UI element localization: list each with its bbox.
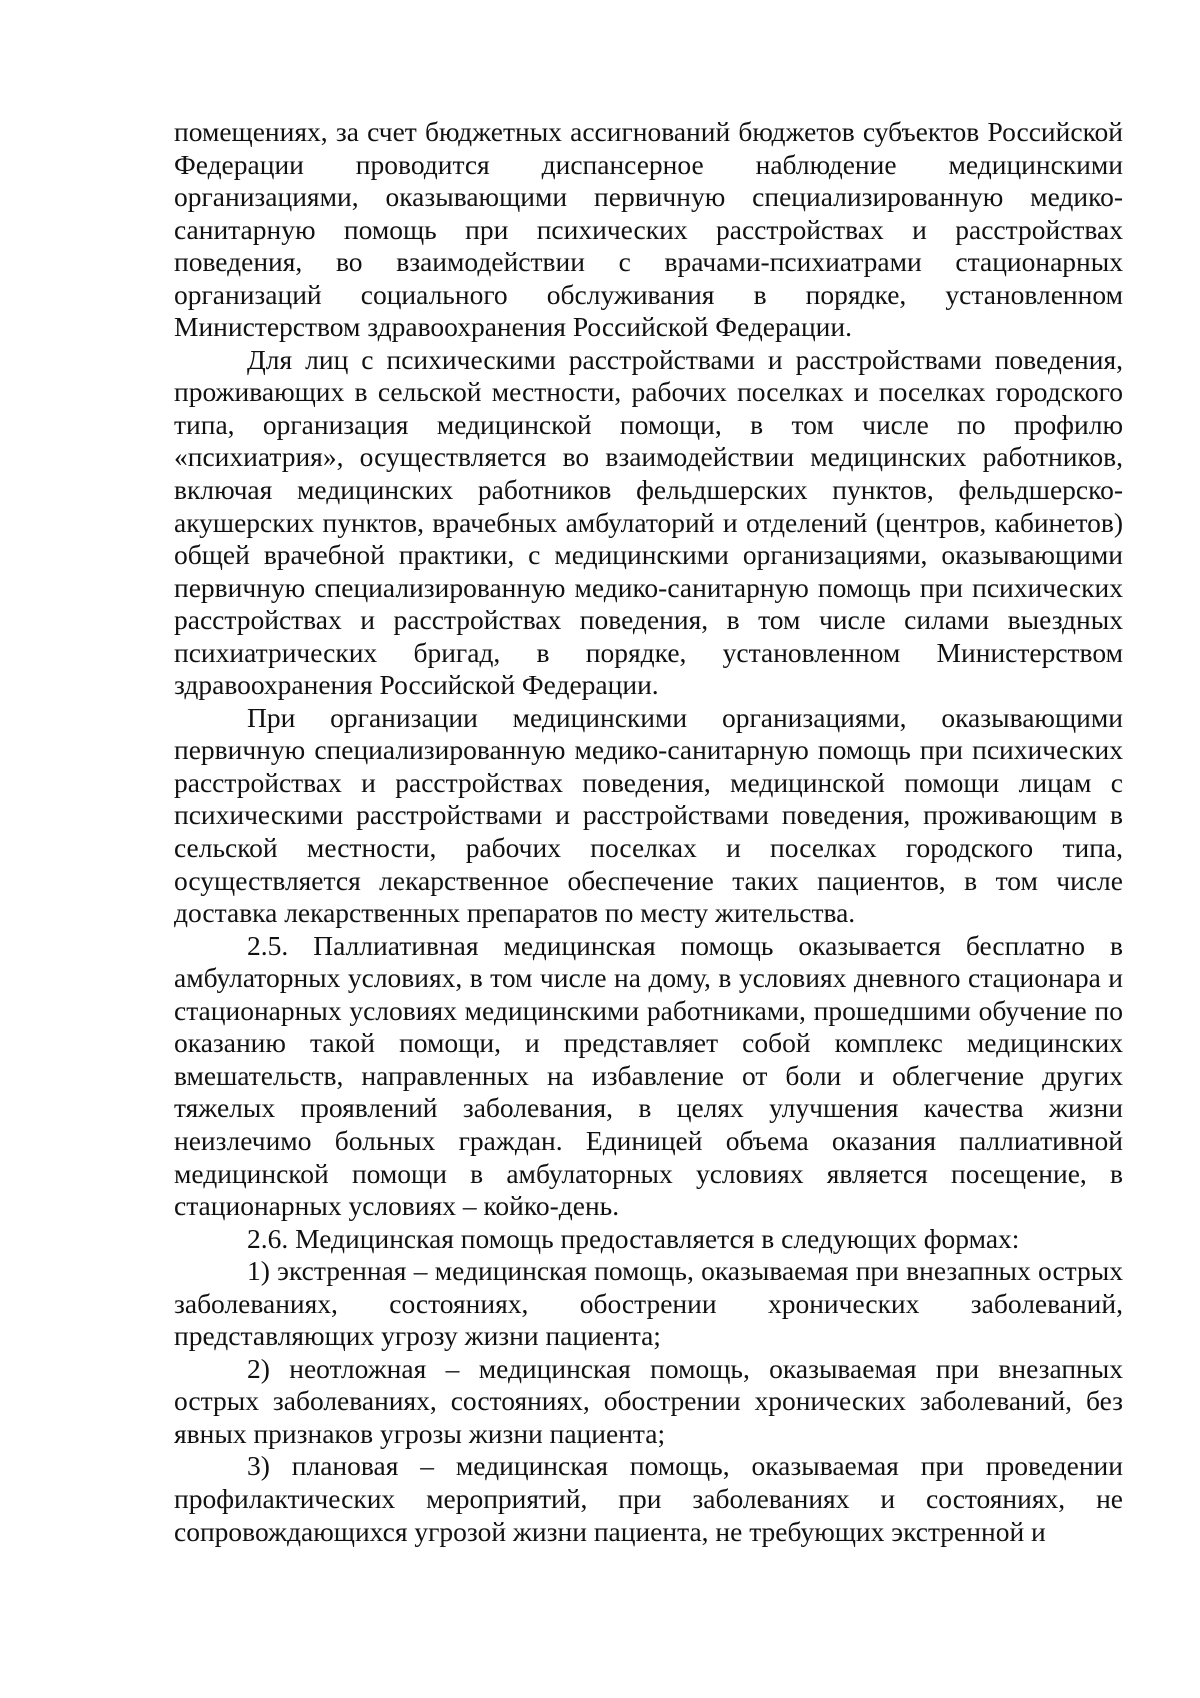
list-item-emergency: 1) экстренная – медицинская помощь, оказываемая при внезапных острых заболеваниях, состояниях, обострении хронических заболеваний, представляющих угрозу жизни пациента; [174, 1255, 1123, 1352]
list-item-planned: 3) плановая – медицинская помощь, оказываемая при проведении профилактических мероприятий, при заболеваниях и состояниях, не сопровождающихся угрозой жизни пациента, не требующих экстренной и [174, 1450, 1123, 1547]
document-body [174, 116, 1123, 1548]
paragraph-drug-supply: При организации медицинскими организациями, оказывающими первичную специализированную медико-санитарную помощь при психических расстройствах и расстройствах поведения, медицинской помощи лицам с психическими расстройствами и расстройствами поведения, проживающим в сельской местности, рабочих поселках и поселках городского типа, осуществляется лекарственное обеспечение таких пациентов, в том числе доставка лекарственных препаратов по месту жительства. [174, 701, 1123, 929]
paragraph-2-5-palliative: 2.5. Паллиативная медицинская помощь оказывается бесплатно в амбулаторных условиях, в том числе на дому, в условиях дневного стационара и стационарных условиях медицинскими работниками, прошедшими обучение по оказанию такой помощи, и представляет собой комплекс медицинских вмешательств, направленных на избавление от боли и облегчение других тяжелых проявлений заболевания, в целях улучшения качества жизни неизлечимо больных граждан. Единицей объема оказания паллиативной медицинской помощи в амбулаторных условиях является посещение, в стационарных условиях – койко-день. [174, 929, 1123, 1222]
list-item-urgent: 2) неотложная – медицинская помощь, оказываемая при внезапных острых заболеваниях, состояниях, обострении хронических заболеваний, без явных признаков угрозы жизни пациента; [174, 1352, 1123, 1449]
paragraph-2-6-forms: 2.6. Медицинская помощь предоставляется в следующих формах: [247, 1222, 1020, 1254]
paragraph-continuation: помещениях, за счет бюджетных ассигнований бюджетов субъектов Российской Федерации проводится диспансерное наблюдение медицинскими организациями, оказывающими первичную специализированную медико-санитарную помощь при психических расстройствах и расстройствах поведения, во взаимодействии с врачами-психиатрами стационарных организаций социального обслуживания в порядке, установленном Министерством здравоохранения Российской Федерации. [174, 116, 1123, 343]
paragraph-rural-organization: Для лиц с психическими расстройствами и расстройствами поведения, проживающих в сельской местности, рабочих поселках и поселках городского типа, организация медицинской помощи, в том числе по профилю «психиатрия», осуществляется во взаимодействии медицинских работников, включая медицинских работников фельдшерских пунктов, фельдшерско-акушерских пунктов, врачебных амбулаторий и отделений (центров, кабинетов) общей врачебной практики, с медицинскими организациями, оказывающими первичную специализированную медико-санитарную помощь при психических расстройствах и расстройствах поведения, в том числе силами выездных психиатрических бригад, в порядке, установленном Министерством здравоохранения Российской Федерации. [174, 343, 1123, 701]
